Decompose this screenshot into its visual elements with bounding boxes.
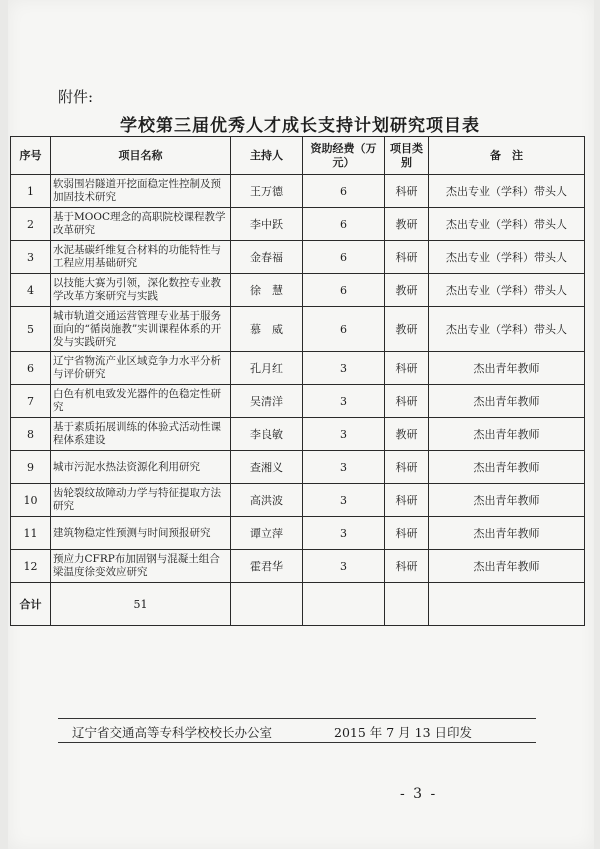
cell-project-name: 齿轮裂纹故障动力学与特征提取方法研究 <box>51 484 231 517</box>
table-header-row <box>11 137 585 175</box>
cell-project-name: 预应力CFRP布加固钢与混凝土组合梁温度徐变效应研究 <box>51 550 231 583</box>
total-empty-cell <box>303 583 385 626</box>
cell-funding: 6 <box>303 175 385 208</box>
total-value: 51 <box>51 583 231 626</box>
cell-no: 10 <box>11 484 51 517</box>
cell-type: 教研 <box>385 418 429 451</box>
cell-type: 科研 <box>385 352 429 385</box>
footer-rule-bottom <box>58 742 536 743</box>
cell-host: 霍君华 <box>231 550 303 583</box>
cell-funding: 3 <box>303 451 385 484</box>
cell-note: 杰出专业（学科）带头人 <box>429 307 585 352</box>
header-type: 项目类别 <box>385 137 429 175</box>
cell-project-name: 白色有机电致发光器件的色稳定性研究 <box>51 385 231 418</box>
cell-funding: 3 <box>303 484 385 517</box>
cell-funding: 6 <box>303 274 385 307</box>
table-row <box>11 484 585 517</box>
table-row <box>11 517 585 550</box>
cell-project-name: 基于素质拓展训练的体验式活动性课程体系建设 <box>51 418 231 451</box>
cell-funding: 3 <box>303 550 385 583</box>
cell-project-name: 辽宁省物流产业区域竞争力水平分析与评价研究 <box>51 352 231 385</box>
cell-type: 教研 <box>385 307 429 352</box>
page-number: - 3 - <box>400 786 438 802</box>
cell-funding: 3 <box>303 385 385 418</box>
header-funding: 资助经费（万元） <box>303 137 385 175</box>
cell-project-name: 城市轨道交通运营管理专业基于服务面向的“循岗施教”实训课程体系的开发与实践研究 <box>51 307 231 352</box>
cell-no: 1 <box>11 175 51 208</box>
total-label: 合计 <box>11 583 51 626</box>
cell-host: 谭立萍 <box>231 517 303 550</box>
cell-project-name: 城市污泥水热法资源化利用研究 <box>51 451 231 484</box>
cell-no: 7 <box>11 385 51 418</box>
cell-host: 高洪波 <box>231 484 303 517</box>
cell-type: 教研 <box>385 274 429 307</box>
total-empty-cell <box>429 583 585 626</box>
issue-date: 2015 年 7 月 13 日印发 <box>334 725 473 740</box>
cell-funding: 3 <box>303 352 385 385</box>
cell-host: 徐 慧 <box>231 274 303 307</box>
cell-type: 科研 <box>385 175 429 208</box>
cell-note: 杰出青年教师 <box>429 517 585 550</box>
cell-no: 6 <box>11 352 51 385</box>
cell-funding: 6 <box>303 307 385 352</box>
total-row <box>11 583 585 626</box>
cell-note: 杰出专业（学科）带头人 <box>429 274 585 307</box>
cell-no: 2 <box>11 208 51 241</box>
cell-no: 11 <box>11 517 51 550</box>
footer-rule-top <box>58 718 536 719</box>
cell-type: 科研 <box>385 484 429 517</box>
cell-project-name: 基于MOOC理念的高职院校课程教学改革研究 <box>51 208 231 241</box>
table-row <box>11 241 585 274</box>
cell-type: 教研 <box>385 208 429 241</box>
header-note: 备 注 <box>429 137 585 175</box>
cell-funding: 6 <box>303 208 385 241</box>
table-row <box>11 451 585 484</box>
cell-host: 李中跃 <box>231 208 303 241</box>
cell-host: 金春福 <box>231 241 303 274</box>
cell-note: 杰出专业（学科）带头人 <box>429 175 585 208</box>
cell-no: 4 <box>11 274 51 307</box>
cell-note: 杰出专业（学科）带头人 <box>429 208 585 241</box>
table-row <box>11 274 585 307</box>
cell-type: 科研 <box>385 517 429 550</box>
cell-note: 杰出青年教师 <box>429 484 585 517</box>
total-empty-cell <box>231 583 303 626</box>
header-host: 主持人 <box>231 137 303 175</box>
cell-host: 慕 威 <box>231 307 303 352</box>
cell-project-name: 软弱围岩隧道开挖面稳定性控制及预加固技术研究 <box>51 175 231 208</box>
cell-funding: 3 <box>303 418 385 451</box>
attachment-label: 附件: <box>58 88 94 106</box>
cell-host: 王万德 <box>231 175 303 208</box>
table-row <box>11 175 585 208</box>
cell-note: 杰出青年教师 <box>429 385 585 418</box>
cell-host: 吴清洋 <box>231 385 303 418</box>
table-row <box>11 385 585 418</box>
cell-note: 杰出青年教师 <box>429 451 585 484</box>
cell-type: 科研 <box>385 241 429 274</box>
cell-type: 科研 <box>385 451 429 484</box>
cell-no: 12 <box>11 550 51 583</box>
cell-type: 科研 <box>385 550 429 583</box>
cell-note: 杰出青年教师 <box>429 352 585 385</box>
cell-note: 杰出青年教师 <box>429 550 585 583</box>
cell-host: 李良敏 <box>231 418 303 451</box>
table-row <box>11 352 585 385</box>
table-row <box>11 307 585 352</box>
table-row <box>11 418 585 451</box>
cell-funding: 3 <box>303 517 385 550</box>
table-row <box>11 208 585 241</box>
table-row <box>11 550 585 583</box>
total-empty-cell <box>385 583 429 626</box>
cell-host: 孔月红 <box>231 352 303 385</box>
cell-no: 5 <box>11 307 51 352</box>
cell-project-name: 建筑物稳定性预测与时间预报研究 <box>51 517 231 550</box>
cell-project-name: 水泥基碳纤维复合材料的功能特性与工程应用基础研究 <box>51 241 231 274</box>
issuing-office: 辽宁省交通高等专科学校校长办公室 <box>72 725 273 740</box>
cell-project-name: 以技能大赛为引领，深化数控专业教学改革方案研究与实践 <box>51 274 231 307</box>
cell-type: 科研 <box>385 385 429 418</box>
header-no: 序号 <box>11 137 51 175</box>
cell-note: 杰出专业（学科）带头人 <box>429 241 585 274</box>
cell-no: 9 <box>11 451 51 484</box>
project-table <box>10 136 585 626</box>
cell-host: 查湘义 <box>231 451 303 484</box>
document-title: 学校第三届优秀人才成长支持计划研究项目表 <box>120 116 480 136</box>
cell-note: 杰出青年教师 <box>429 418 585 451</box>
cell-funding: 6 <box>303 241 385 274</box>
cell-no: 8 <box>11 418 51 451</box>
header-name: 项目名称 <box>51 137 231 175</box>
cell-no: 3 <box>11 241 51 274</box>
